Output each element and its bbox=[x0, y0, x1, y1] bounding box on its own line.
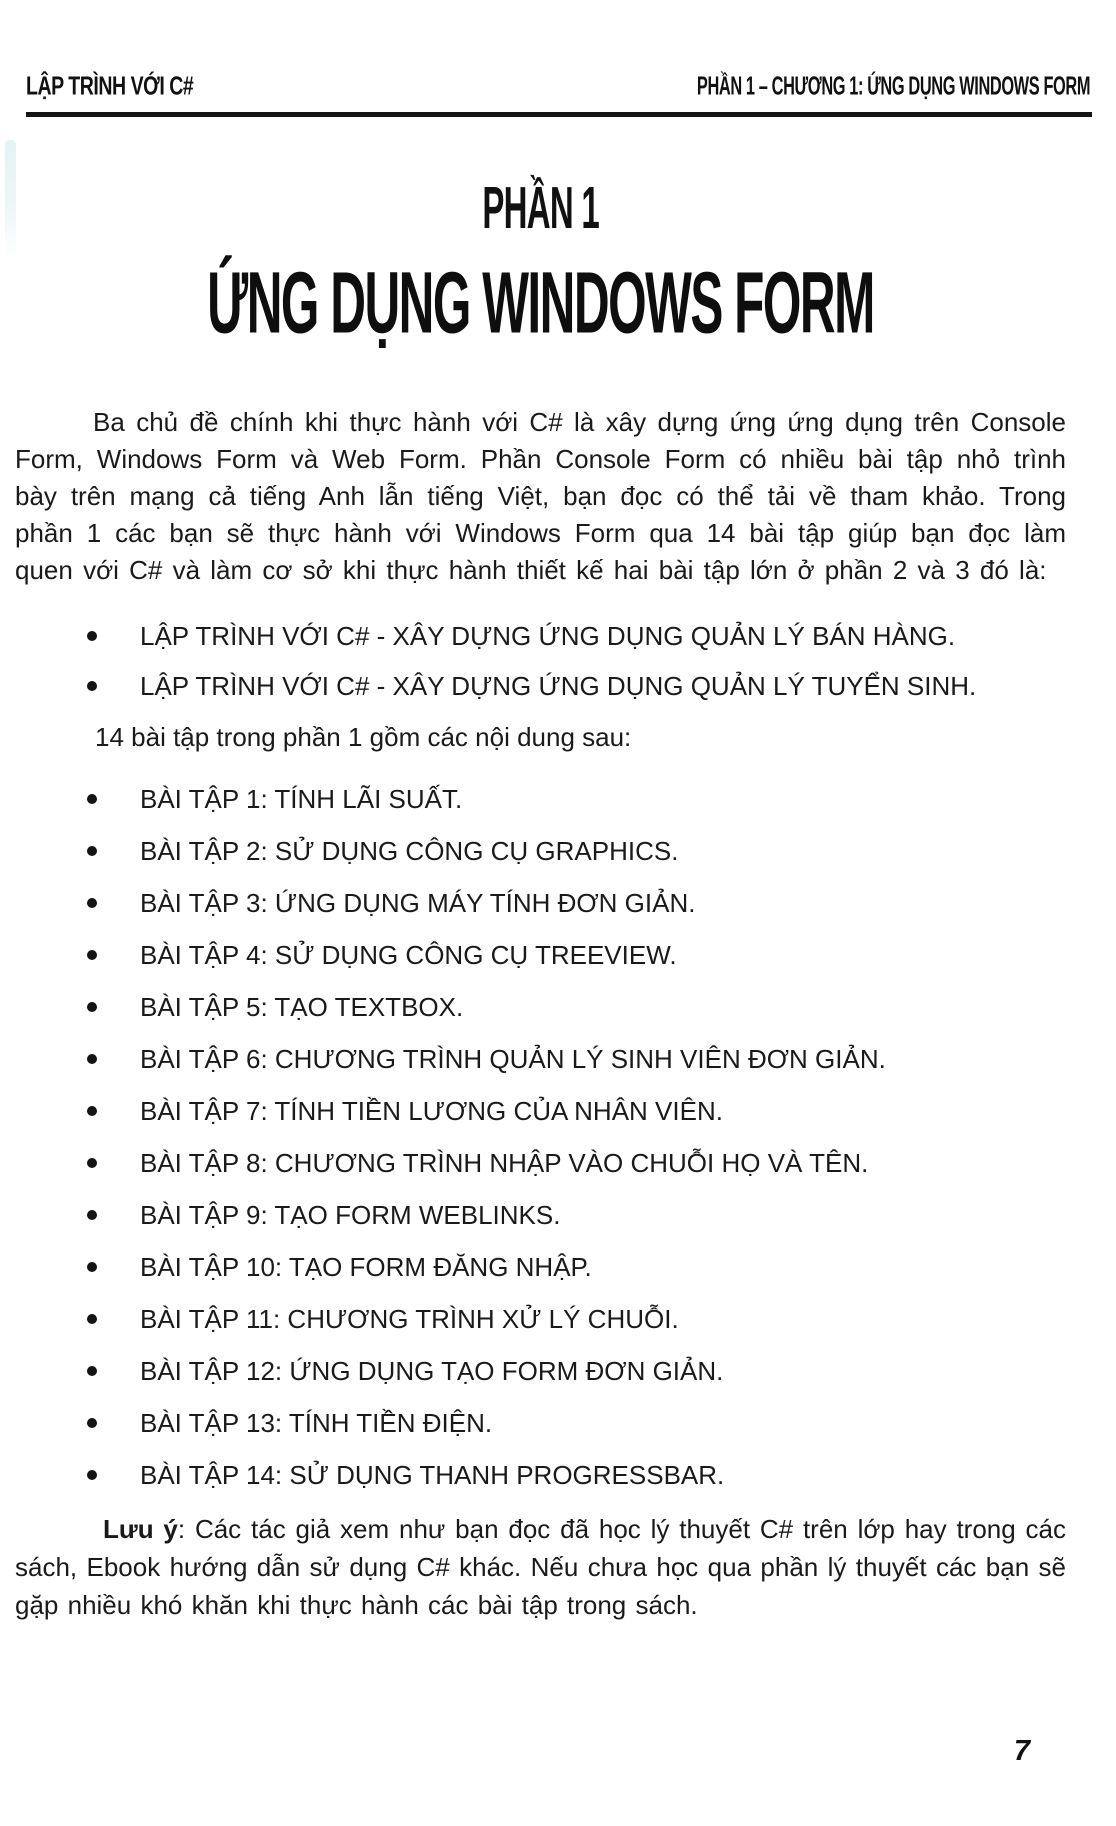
header-chapter-title: PHẦN 1 – CHƯƠNG 1: ỨNG DỤNG WINDOWS FORM bbox=[696, 72, 1090, 101]
lead-in-line: 14 bài tập trong phần 1 gồm các nội dung sau: bbox=[95, 722, 632, 752]
bullet-icon bbox=[87, 1470, 97, 1480]
bullet-icon bbox=[87, 1262, 97, 1272]
bullet-icon bbox=[87, 1366, 97, 1376]
exercise-list-item bbox=[15, 1458, 1066, 1492]
bullet-icon bbox=[87, 1002, 97, 1012]
exercise-list-item-text: BÀI TẬP 12: ỨNG DỤNG TẠO FORM ĐƠN GIẢN. bbox=[140, 1356, 724, 1386]
exercise-list-item bbox=[15, 990, 1066, 1024]
exercise-list-item-text: BÀI TẬP 1: TÍNH LÃI SUẤT. bbox=[140, 784, 463, 814]
exercise-list-item-text: BÀI TẬP 4: SỬ DỤNG CÔNG CỤ TREEVIEW. bbox=[140, 940, 677, 970]
bullet-icon bbox=[87, 898, 97, 908]
exercise-list-item bbox=[15, 782, 1066, 816]
bullet-icon bbox=[87, 1054, 97, 1064]
bullet-icon bbox=[87, 681, 97, 691]
bullet-icon bbox=[87, 1418, 97, 1428]
bullet-icon bbox=[87, 794, 97, 804]
part-label: PHẦN 1 bbox=[482, 175, 599, 242]
project-list bbox=[15, 619, 1066, 703]
bullet-icon bbox=[87, 1106, 97, 1116]
project-list-item-text: LẬP TRÌNH VỚI C# - XÂY DỰNG ỨNG DỤNG QUẢN LÝ TUYỂN SINH. bbox=[140, 671, 977, 701]
exercise-list-item-text: BÀI TẬP 10: TẠO FORM ĐĂNG NHẬP. bbox=[140, 1252, 592, 1282]
exercise-list-item-text: BÀI TẬP 3: ỨNG DỤNG MÁY TÍNH ĐƠN GIẢN. bbox=[140, 888, 696, 918]
bullet-icon bbox=[87, 1210, 97, 1220]
exercise-list-item-text: BÀI TẬP 2: SỬ DỤNG CÔNG CỤ GRAPHICS. bbox=[140, 836, 679, 866]
header-rule bbox=[26, 112, 1092, 117]
bullet-icon bbox=[87, 950, 97, 960]
exercise-list-item bbox=[15, 938, 1066, 972]
exercise-list-item bbox=[15, 886, 1066, 920]
bullet-icon bbox=[87, 1314, 97, 1324]
exercise-list-item bbox=[15, 1198, 1066, 1232]
page-title-row bbox=[15, 253, 1066, 354]
exercise-list-item bbox=[15, 1094, 1066, 1128]
header-book-title: LẬP TRÌNH VỚI C# bbox=[26, 72, 194, 101]
running-header bbox=[26, 72, 1090, 102]
exercise-list-item-text: BÀI TẬP 5: TẠO TEXTBOX. bbox=[140, 992, 464, 1022]
page-content bbox=[15, 158, 1066, 1624]
exercise-list-item-text: BÀI TẬP 8: CHƯƠNG TRÌNH NHẬP VÀO CHUỖI HỌ VÀ TÊN. bbox=[140, 1148, 869, 1178]
exercise-list-item bbox=[15, 1406, 1066, 1440]
project-list-item bbox=[15, 669, 1066, 703]
project-list-item-text: LẬP TRÌNH VỚI C# - XÂY DỰNG ỨNG DỤNG QUẢN LÝ BÁN HÀNG. bbox=[140, 621, 956, 651]
project-list-item bbox=[15, 619, 1066, 653]
exercise-list-item-text: BÀI TẬP 7: TÍNH TIỀN LƯƠNG CỦA NHÂN VIÊN. bbox=[140, 1096, 723, 1126]
page-title: ỨNG DỤNG WINDOWS FORM bbox=[207, 253, 874, 351]
exercise-list-item bbox=[15, 1250, 1066, 1284]
note-paragraph bbox=[15, 1510, 1066, 1624]
bullet-icon bbox=[87, 631, 97, 641]
exercise-list-item-text: BÀI TẬP 14: SỬ DỤNG THANH PROGRESSBAR. bbox=[140, 1460, 725, 1490]
note-text: : Các tác giả xem như bạn đọc đã học lý thuyết C# trên lớp hay trong các sách, Ebook hướng dẫn sử dụng C# khác. Nếu chưa học qua phần lý thuyết các bạn sẽ gặp nhiều khó khăn khi thực hành các bài tập trong sách. bbox=[15, 1514, 1066, 1620]
exercise-list-item-text: BÀI TẬP 6: CHƯƠNG TRÌNH QUẢN LÝ SINH VIÊN ĐƠN GIẢN. bbox=[140, 1044, 886, 1074]
exercise-list-item bbox=[15, 1302, 1066, 1336]
exercise-list-item bbox=[15, 1042, 1066, 1076]
page-number: 7 bbox=[1013, 1735, 1030, 1767]
bullet-icon bbox=[87, 1158, 97, 1168]
exercise-list-item bbox=[15, 1354, 1066, 1388]
exercise-list-item bbox=[15, 1146, 1066, 1180]
exercise-list-item bbox=[15, 834, 1066, 868]
exercise-list-item-text: BÀI TẬP 11: CHƯƠNG TRÌNH XỬ LÝ CHUỖI. bbox=[140, 1304, 679, 1334]
exercise-list-item-text: BÀI TẬP 9: TẠO FORM WEBLINKS. bbox=[140, 1200, 561, 1230]
note-label: Lưu ý bbox=[103, 1514, 178, 1544]
intro-paragraph: Ba chủ đề chính khi thực hành với C# là xây dựng ứng ứng dụng trên Console Form, Windows Form và Web Form. Phần Console Form có nhiều bài tập nhỏ trình bày trên mạng cả tiếng Anh lẫn tiếng Việt, bạn đọc có thể tải về tham khảo. Trong phần 1 các bạn sẽ thực hành với Windows Form qua 14 bài tập giúp bạn đọc làm quen với C# và làm cơ sở khi thực hành thiết kế hai bài tập lớn ở phần 2 và 3 đó là: bbox=[15, 407, 1066, 585]
exercise-list bbox=[15, 782, 1066, 1492]
exercise-list-item-text: BÀI TẬP 13: TÍNH TIỀN ĐIỆN. bbox=[140, 1408, 493, 1438]
part-label-row bbox=[15, 175, 1066, 248]
bullet-icon bbox=[87, 846, 97, 856]
